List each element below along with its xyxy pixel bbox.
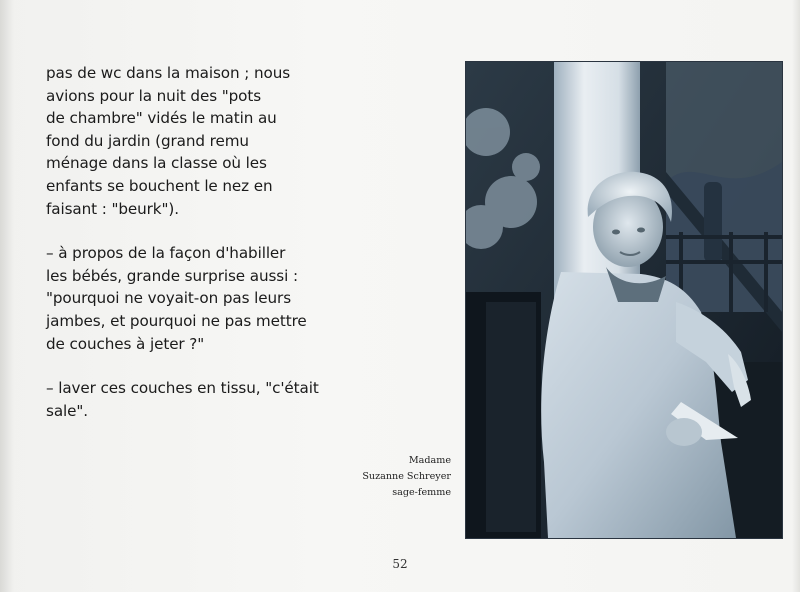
text-line: enfants se bouchent le nez en	[46, 176, 273, 195]
page-edge-shadow	[792, 0, 800, 592]
body-text	[46, 62, 346, 444]
page-number: 52	[392, 557, 408, 571]
text-line: – laver ces couches en tissu, "c'était	[46, 379, 319, 398]
text-line: de couches à jeter ?"	[46, 334, 205, 353]
text-line: – à propos de la façon d'habiller	[46, 244, 286, 263]
text-line: de chambre" vidés le matin au	[46, 109, 277, 128]
paragraph-2	[46, 242, 346, 355]
caption-line: Madame	[408, 455, 451, 466]
photo-caption	[330, 453, 451, 501]
caption-line: sage-femme	[392, 487, 451, 498]
text-line: avions pour la nuit des "pots	[46, 86, 262, 105]
text-line: "pourquoi ne voyait-on pas leurs	[46, 289, 292, 308]
text-line: ménage dans la classe où les	[46, 154, 267, 173]
text-line: jambes, et pourquoi ne pas mettre	[46, 311, 307, 330]
text-line: les bébés, grande surprise aussi :	[46, 266, 298, 285]
text-line: fond du jardin (grand remu	[46, 131, 249, 150]
paragraph-3	[46, 377, 346, 422]
portrait-photo	[466, 62, 782, 538]
photo-illustration	[466, 62, 782, 538]
text-line: sale".	[46, 401, 88, 420]
paragraph-1	[46, 62, 346, 220]
text-line: pas de wc dans la maison ; nous	[46, 64, 291, 82]
page-gutter-shadow	[0, 0, 14, 592]
caption-line: Suzanne Schreyer	[362, 471, 451, 482]
text-line: faisant : "beurk").	[46, 199, 179, 218]
